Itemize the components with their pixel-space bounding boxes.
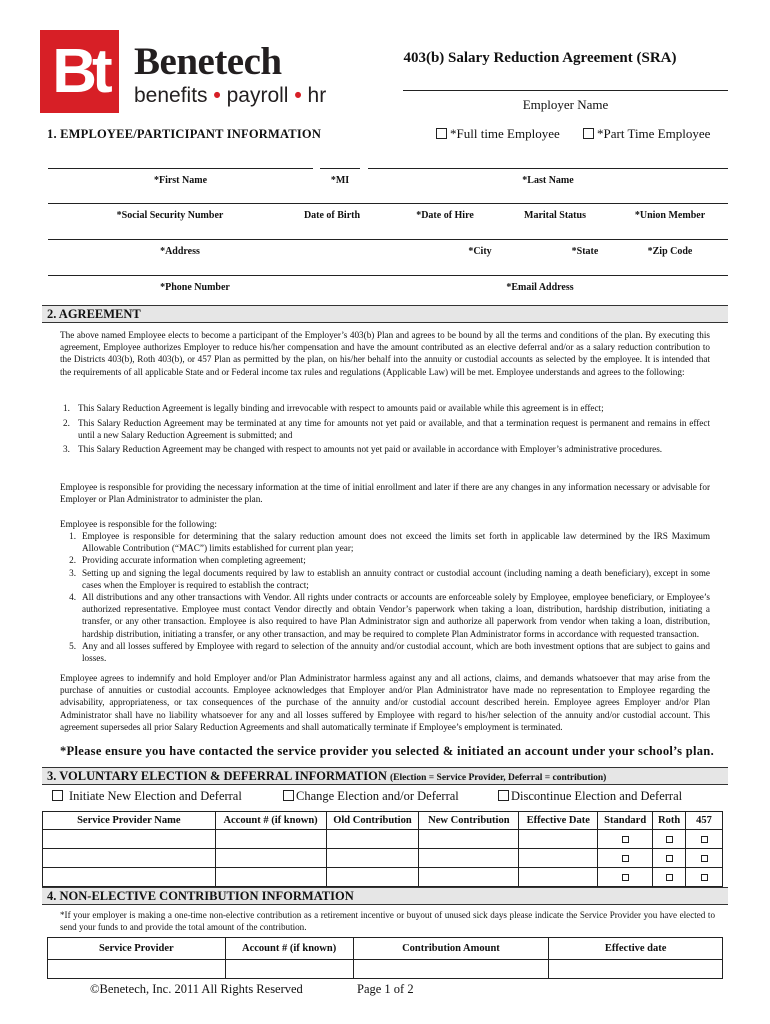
table-header-row bbox=[48, 938, 723, 960]
list-item bbox=[60, 554, 710, 566]
457-checkbox[interactable] bbox=[701, 836, 708, 843]
doh-label: *Date of Hire bbox=[416, 210, 474, 221]
col-old-contribution: Old Contribution bbox=[326, 812, 419, 830]
457-checkbox[interactable] bbox=[701, 874, 708, 881]
page-number: Page 1 of 2 bbox=[357, 982, 414, 996]
standard-checkbox[interactable] bbox=[622, 874, 629, 881]
effective-date-cell[interactable] bbox=[519, 849, 598, 868]
item-number: 3. bbox=[63, 444, 70, 455]
list-item bbox=[60, 567, 710, 591]
employer-name-label: Employer Name bbox=[522, 97, 609, 112]
city-label: *City bbox=[468, 246, 492, 257]
table-row bbox=[43, 830, 723, 849]
first-name-field[interactable] bbox=[48, 168, 313, 169]
old-contribution-cell[interactable] bbox=[326, 849, 419, 868]
roth-cell bbox=[653, 868, 686, 887]
col-account-number: Account # (if known) bbox=[215, 812, 326, 830]
section3-subtitle: (Election = Service Provider, Deferral = contribution) bbox=[389, 773, 607, 783]
contribution-amount-cell[interactable] bbox=[353, 960, 549, 979]
item-number: 4. bbox=[69, 592, 76, 603]
account-cell[interactable] bbox=[215, 868, 326, 887]
email-label: *Email Address bbox=[506, 282, 574, 293]
indemnify-paragraph: Employee agrees to indemnify and hold Employer and/or Plan Administrator harmless against any and all actions, claims, and demands whatsoever that may arise from the purchase of annuities or custodial accounts. Employee acknowledges that Employer and/or Plan Administrator have made no representation to Employee regarding the advisability, appropriateness, or tax consequences of the purchase of the annuity and/or custodial account described herein. Employee agrees Employer and/or Plan Administrator shall have no liability whatsoever for any and all losses suffered by Employee with regard to his/her selection of the annuity and/or custodial account. This agreement supersedes all prior Salary Reduction Agreements and shall automatically terminate if Employee’s employment is terminated. bbox=[60, 673, 710, 732]
new-contribution-cell[interactable] bbox=[419, 849, 519, 868]
item-number: 5. bbox=[69, 640, 76, 651]
initiate-election-checkbox[interactable] bbox=[52, 790, 63, 801]
col-account-number: Account # (if known) bbox=[225, 938, 353, 960]
col-service-provider: Service Provider bbox=[48, 938, 226, 960]
last-name-field[interactable] bbox=[368, 168, 728, 169]
change-election-checkbox[interactable] bbox=[283, 790, 294, 801]
account-cell[interactable] bbox=[225, 960, 353, 979]
copyright: ©Benetech, Inc. 2011 All Rights Reserved bbox=[90, 982, 303, 996]
table-header-row bbox=[43, 812, 723, 830]
first-name-label: *First Name bbox=[153, 175, 208, 186]
new-contribution-cell[interactable] bbox=[419, 830, 519, 849]
part-time-checkbox[interactable] bbox=[583, 128, 594, 139]
section1-title: 1. EMPLOYEE/PARTICIPANT INFORMATION bbox=[47, 127, 322, 141]
section4-header bbox=[42, 887, 728, 905]
change-election-option[interactable] bbox=[283, 789, 459, 804]
standard-cell bbox=[598, 830, 653, 849]
effective-date-cell[interactable] bbox=[519, 868, 598, 887]
change-election-label: Change Election and/or Deferral bbox=[296, 789, 459, 803]
col-service-provider-name: Service Provider Name bbox=[43, 812, 216, 830]
full-time-checkbox[interactable] bbox=[436, 128, 447, 139]
item-number: 3. bbox=[69, 567, 76, 578]
zip-label: *Zip Code bbox=[647, 246, 693, 257]
new-contribution-cell[interactable] bbox=[419, 868, 519, 887]
logo-tagline bbox=[134, 84, 326, 108]
tagline-separator: • bbox=[294, 84, 302, 107]
non-elective-note: *If your employer is making a one-time non-elective contribution as a retirement incentive or buyout of unused sick days please indicate the Service Provider you have elected to send your funds to and provide the total amount of the contribution. bbox=[60, 910, 715, 933]
responsible-for-heading: Employee is responsible for the following: bbox=[60, 519, 217, 529]
part-time-label: *Part Time Employee bbox=[597, 126, 711, 141]
table-row bbox=[43, 868, 723, 887]
section3-title: 3. VOLUNTARY ELECTION & DEFERRAL INFORMATION bbox=[47, 769, 387, 783]
457-cell bbox=[686, 849, 723, 868]
ssn-label: *Social Security Number bbox=[116, 210, 224, 221]
phone-label: *Phone Number bbox=[160, 282, 230, 293]
phone-email-row-field[interactable] bbox=[48, 275, 728, 276]
mi-field[interactable] bbox=[320, 168, 360, 169]
col-roth: Roth bbox=[653, 812, 686, 830]
account-cell[interactable] bbox=[215, 849, 326, 868]
col-contribution-amount: Contribution Amount bbox=[353, 938, 549, 960]
service-provider-cell[interactable] bbox=[48, 960, 226, 979]
col-new-contribution: New Contribution bbox=[419, 812, 519, 830]
col-standard: Standard bbox=[598, 812, 653, 830]
list-item bbox=[60, 402, 710, 415]
discontinue-election-checkbox[interactable] bbox=[498, 790, 509, 801]
item-text: This Salary Reduction Agreement may be changed with respect to amounts not yet paid or available in accordance with Employer’s administrative procedures. bbox=[78, 444, 663, 455]
item-text: Setting up and signing the legal documents required by law to establish an annuity contract or custodial account (including naming a death beneficiary), except in some cases when the Employer is required to establish the contract; bbox=[82, 567, 710, 590]
effective-date-cell[interactable] bbox=[549, 960, 723, 979]
service-provider-note: *Please ensure you have contacted the service provider you selected & initiated an account under your school’s plan. bbox=[60, 744, 714, 758]
standard-cell bbox=[598, 849, 653, 868]
tagline-payroll: payroll bbox=[226, 84, 289, 107]
section3-header bbox=[42, 767, 728, 785]
responsibility-list bbox=[60, 530, 710, 664]
roth-checkbox[interactable] bbox=[666, 836, 673, 843]
col-effective-date: Effective Date bbox=[519, 812, 598, 830]
col-457: 457 bbox=[686, 812, 723, 830]
marital-label: Marital Status bbox=[524, 210, 586, 221]
tagline-benefits: benefits bbox=[134, 84, 208, 107]
list-item bbox=[60, 640, 710, 664]
standard-checkbox[interactable] bbox=[622, 836, 629, 843]
service-provider-cell[interactable] bbox=[43, 830, 216, 849]
item-text: Employee is responsible for determining that the salary reduction amount does not exceed the limits set forth in applicable law determined by the IRS Maximum Allowable Contribution (“MAC”) limits established for current plan year; bbox=[82, 531, 710, 554]
initiate-election-option[interactable] bbox=[52, 789, 242, 804]
full-time-label: *Full time Employee bbox=[450, 126, 560, 141]
item-number: 1. bbox=[69, 531, 76, 541]
tagline-hr: hr bbox=[307, 84, 327, 107]
account-cell[interactable] bbox=[215, 830, 326, 849]
457-checkbox[interactable] bbox=[701, 855, 708, 862]
item-text: Providing accurate information when completing agreement; bbox=[82, 555, 306, 566]
roth-checkbox[interactable] bbox=[666, 874, 673, 881]
section2-header bbox=[42, 305, 728, 323]
agreement-list bbox=[60, 402, 710, 456]
list-item bbox=[60, 443, 710, 455]
state-label: *State bbox=[571, 246, 599, 257]
457-cell bbox=[686, 868, 723, 887]
part-time-option[interactable] bbox=[583, 126, 710, 142]
address-label: *Address bbox=[160, 246, 200, 257]
457-cell bbox=[686, 830, 723, 849]
item-number: 2. bbox=[63, 418, 70, 428]
item-number: 1. bbox=[63, 403, 70, 413]
effective-date-cell[interactable] bbox=[519, 830, 598, 849]
employer-name-field[interactable] bbox=[403, 90, 728, 91]
item-number: 2. bbox=[69, 555, 76, 566]
table-row bbox=[48, 960, 723, 979]
section4-title: 4. NON-ELECTIVE CONTRIBUTION INFORMATION bbox=[47, 889, 354, 903]
item-text: Any and all losses suffered by Employee with regard to selection of the annuity and/or custodial account, which are both investment options that are subject to gains and losses. bbox=[82, 640, 710, 664]
discontinue-election-option[interactable] bbox=[498, 789, 682, 804]
roth-checkbox[interactable] bbox=[666, 855, 673, 862]
dob-label: Date of Birth bbox=[303, 210, 361, 221]
item-text: All distributions and any other transactions with Vendor. All rights under contracts or accounts are enforceable solely by Employee, employee beneficiary, or Employee’s authorized representative. Employee must contact Vendor directly and obtain Vendor’s paperwork when taking a loan, distribution, hardship distribution, initiating a transfer, or any other transaction. Employee is also required to have Plan Administrator sign and authorize all paperwork from vendor when taking a loan, distribution, hardship distribution, initiating a transfer, or any other transaction, and may be required to complete Plan Administrator forms in accordance with requested transaction. bbox=[82, 592, 710, 639]
initiate-election-label: Initiate New Election and Deferral bbox=[69, 789, 242, 803]
service-provider-cell[interactable] bbox=[43, 868, 216, 887]
standard-cell bbox=[598, 868, 653, 887]
service-provider-cell[interactable] bbox=[43, 849, 216, 868]
agreement-intro: The above named Employee elects to become a participant of the Employer’s 403(b) Plan and agrees to be bound by all the terms and conditions of the plan. By executing this agreement, Employee authorizes Employer to reduce his/her compensation and have the amount contributed as an elective deferral and/or as a salary reduction contribution to the Districts 403(b), Roth 403(b), or 457 Plan as permitted by the plan, on his/her behalf into the annuity or custodial accounts as selected by the employee. It is intended that the requirements of all applicable State and or Federal income tax rules and regulations (Applicable Law) will be met. Employee understands and agrees to the following: bbox=[60, 330, 710, 377]
standard-checkbox[interactable] bbox=[622, 855, 629, 862]
list-item bbox=[60, 530, 710, 554]
ssn-row-field[interactable] bbox=[48, 203, 728, 204]
logo-name: Benetech bbox=[134, 40, 282, 83]
non-elective-table bbox=[47, 937, 723, 979]
responsibility-paragraph: Employee is responsible for providing the necessary information at the time of initial enrollment and later if there are any changes in any information necessary or advisable for Employer or Plan Administrator to administer the plan. bbox=[60, 482, 710, 505]
full-time-option[interactable] bbox=[436, 126, 560, 142]
col-effective-date: Effective date bbox=[549, 938, 723, 960]
election-table bbox=[42, 811, 723, 887]
list-item bbox=[60, 417, 710, 441]
union-label: *Union Member bbox=[634, 210, 706, 221]
item-text: This Salary Reduction Agreement may be terminated at any time for amounts not yet paid or available, and that a termination request is permanent and remains in effect until a new Salary Reduction Agreement is submitted; and bbox=[78, 418, 710, 441]
logo-mark: Bt bbox=[52, 37, 108, 106]
section2-title: 2. AGREEMENT bbox=[47, 307, 141, 321]
mi-label: *MI bbox=[330, 175, 350, 186]
address-row-field[interactable] bbox=[48, 239, 728, 240]
item-text: This Salary Reduction Agreement is legally binding and irrevocable with respect to amounts paid or available while this agreement is in effect; bbox=[78, 403, 604, 413]
form-title: 403(b) Salary Reduction Agreement (SRA) bbox=[403, 50, 677, 66]
roth-cell bbox=[653, 830, 686, 849]
old-contribution-cell[interactable] bbox=[326, 868, 419, 887]
list-item bbox=[60, 591, 710, 640]
old-contribution-cell[interactable] bbox=[326, 830, 419, 849]
tagline-separator: • bbox=[213, 84, 221, 107]
discontinue-election-label: Discontinue Election and Deferral bbox=[511, 789, 683, 803]
table-row bbox=[43, 849, 723, 868]
last-name-label: *Last Name bbox=[522, 175, 574, 186]
roth-cell bbox=[653, 849, 686, 868]
